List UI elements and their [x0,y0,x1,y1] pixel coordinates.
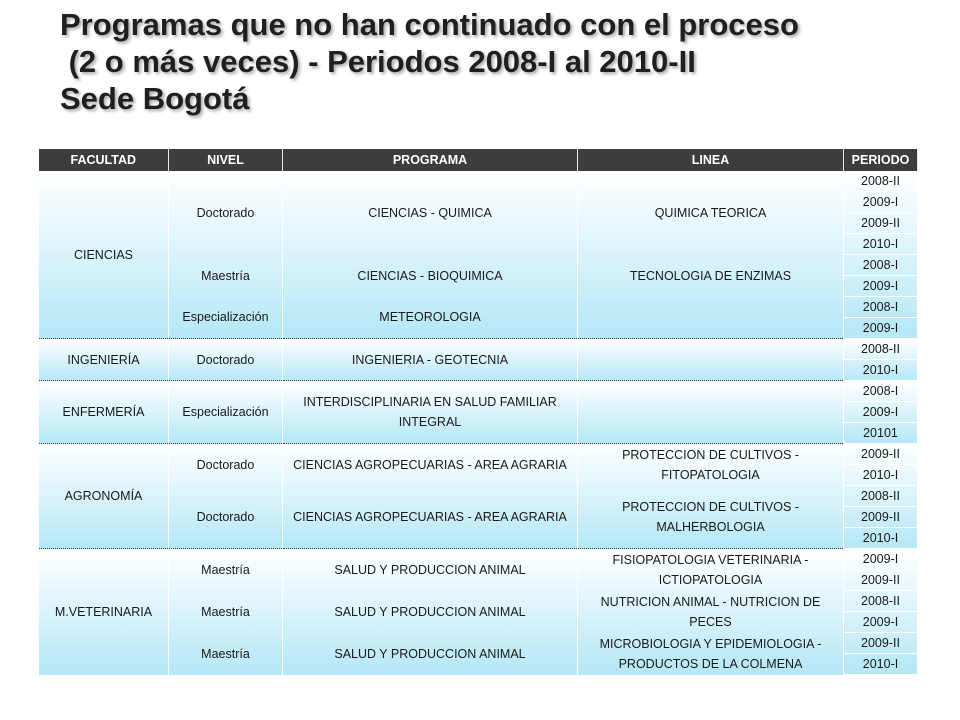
facultad-cell: AGRONOMÍA [39,444,169,549]
table-row [39,444,918,465]
linea-cell: FISIOPATOLOGIA VETERINARIA - ICTIOPATOLOGIA [578,549,844,591]
table-row [39,381,918,402]
periodo-cell: 2008-II [844,171,918,192]
periodo-cell: 2009-II [844,213,918,234]
programa-cell: INTERDISCIPLINARIA EN SALUD FAMILIAR INTEGRAL [283,381,578,444]
nivel-cell: Maestría [169,255,283,297]
linea-cell: TECNOLOGIA DE ENZIMAS [578,255,844,297]
programa-cell: INGENIERIA - GEOTECNIA [283,339,578,381]
facultad-cell: INGENIERÍA [39,339,169,381]
periodo-cell: 2010-I [844,360,918,381]
programa-cell: CIENCIAS AGROPECUARIAS - AREA AGRARIA [283,486,578,549]
linea-cell: NUTRICION ANIMAL - NUTRICION DE PECES [578,591,844,633]
periodo-cell: 2009-I [844,549,918,570]
periodo-cell: 20101 [844,423,918,444]
title-line-1: Programas que no han continuado con el proceso [60,7,799,42]
periodo-cell: 2008-I [844,255,918,276]
header-periodo: PERIODO [844,149,918,171]
nivel-cell: Doctorado [169,486,283,549]
periodo-cell: 2009-II [844,444,918,465]
header-facultad: FACULTAD [39,149,169,171]
table-row [39,549,918,570]
periodo-cell: 2008-I [844,381,918,402]
programa-cell: SALUD Y PRODUCCION ANIMAL [283,633,578,675]
nivel-cell: Doctorado [169,171,283,255]
faculty-group [39,171,918,339]
linea-cell: MICROBIOLOGIA Y EPIDEMIOLOGIA - PRODUCTOS DE LA COLMENA [578,633,844,675]
periodo-cell: 2008-II [844,486,918,507]
table-row [39,255,918,276]
periodo-cell: 2009-I [844,402,918,423]
periodo-cell: 2009-I [844,192,918,213]
periodo-cell: 2009-II [844,507,918,528]
faculty-group [39,339,918,381]
periodo-cell: 2010-I [844,465,918,486]
nivel-cell: Especialización [169,297,283,339]
nivel-cell: Doctorado [169,339,283,381]
programa-cell: SALUD Y PRODUCCION ANIMAL [283,591,578,633]
periodo-cell: 2009-I [844,276,918,297]
header-linea: LINEA [578,149,844,171]
linea-cell [578,339,844,381]
periodo-cell: 2010-I [844,528,918,549]
nivel-cell: Maestría [169,591,283,633]
nivel-cell: Maestría [169,633,283,675]
title-line-2: (2 o más veces) - Periodos 2008-I al 2010-II [60,44,696,79]
programa-cell: CIENCIAS AGROPECUARIAS - AREA AGRARIA [283,444,578,486]
periodo-cell: 2009-II [844,570,918,591]
table-row [39,339,918,360]
table-row [39,633,918,654]
linea-cell [578,297,844,339]
header-nivel: NIVEL [169,149,283,171]
periodo-cell: 2009-II [844,633,918,654]
facultad-cell: ENFERMERÍA [39,381,169,444]
faculty-group [39,549,918,675]
periodo-cell: 2009-I [844,318,918,339]
periodo-cell: 2008-II [844,591,918,612]
table-row [39,591,918,612]
linea-cell: PROTECCION DE CULTIVOS - MALHERBOLOGIA [578,486,844,549]
linea-cell [578,381,844,444]
facultad-cell: CIENCIAS [39,171,169,339]
nivel-cell: Especialización [169,381,283,444]
periodo-cell: 2010-I [844,654,918,675]
programs-table [38,149,918,675]
periodo-cell: 2009-I [844,612,918,633]
table-row [39,486,918,507]
programa-cell: METEOROLOGIA [283,297,578,339]
table-row [39,171,918,192]
slide-title [60,6,799,117]
table-row [39,297,918,318]
table-header-row [39,149,918,171]
faculty-group [39,381,918,444]
linea-cell: QUIMICA TEORICA [578,171,844,255]
header-programa: PROGRAMA [283,149,578,171]
periodo-cell: 2010-I [844,234,918,255]
periodo-cell: 2008-II [844,339,918,360]
programa-cell: SALUD Y PRODUCCION ANIMAL [283,549,578,591]
programa-cell: CIENCIAS - QUIMICA [283,171,578,255]
facultad-cell: M.VETERINARIA [39,549,169,675]
nivel-cell: Doctorado [169,444,283,486]
title-line-3: Sede Bogotá [60,81,250,116]
faculty-group [39,444,918,549]
linea-cell: PROTECCION DE CULTIVOS - FITOPATOLOGIA [578,444,844,486]
periodo-cell: 2008-I [844,297,918,318]
programa-cell: CIENCIAS - BIOQUIMICA [283,255,578,297]
nivel-cell: Maestría [169,549,283,591]
